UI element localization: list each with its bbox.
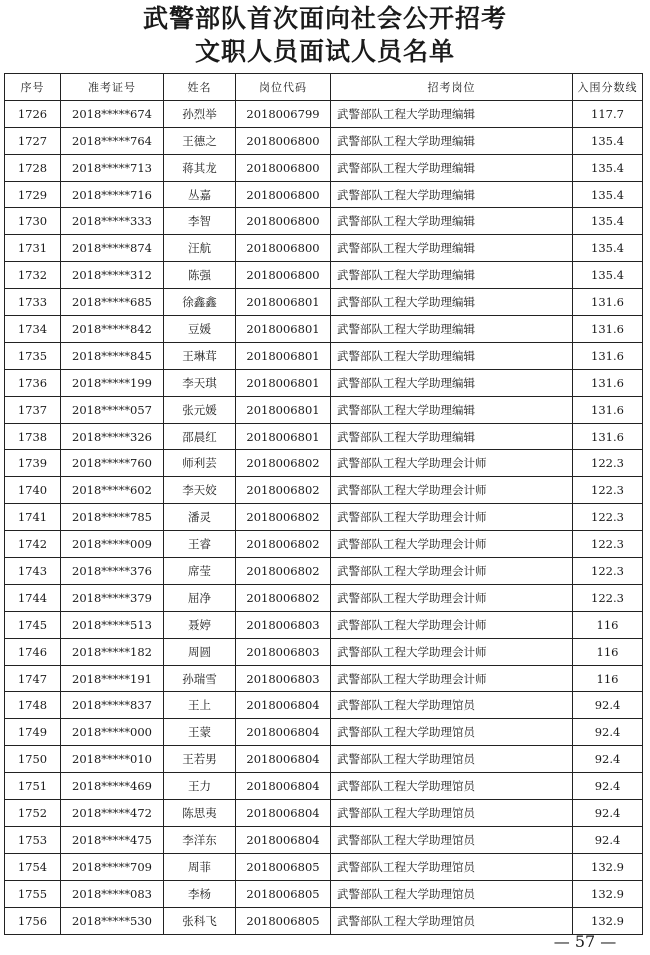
cell-seq: 1752 (5, 800, 61, 827)
cell-cutoff: 116 (573, 665, 643, 692)
cell-name: 徐鑫鑫 (164, 289, 236, 316)
table-row (5, 235, 643, 262)
cell-cutoff: 122.3 (573, 558, 643, 585)
cell-cutoff: 92.4 (573, 773, 643, 800)
cell-cutoff: 135.4 (573, 181, 643, 208)
table-row (5, 369, 643, 396)
cell-ticket: 2018*****199 (61, 369, 164, 396)
cell-name: 张科飞 (164, 907, 236, 934)
cell-ticket: 2018*****842 (61, 316, 164, 343)
cell-seq: 1742 (5, 531, 61, 558)
cell-cutoff: 131.6 (573, 316, 643, 343)
cell-post: 武警部队工程大学助理会计师 (331, 584, 573, 611)
cell-name: 李洋东 (164, 826, 236, 853)
column-header-post-code: 岗位代码 (236, 74, 331, 101)
cell-ticket: 2018*****874 (61, 235, 164, 262)
cell-cutoff: 131.6 (573, 423, 643, 450)
cell-post: 武警部队工程大学助理会计师 (331, 638, 573, 665)
cell-cutoff: 131.6 (573, 369, 643, 396)
cell-seq: 1735 (5, 342, 61, 369)
cell-post: 武警部队工程大学助理编辑 (331, 289, 573, 316)
cell-seq: 1748 (5, 692, 61, 719)
cell-post-code: 2018006800 (236, 235, 331, 262)
cell-post-code: 2018006801 (236, 369, 331, 396)
cell-post-code: 2018006802 (236, 504, 331, 531)
cell-post: 武警部队工程大学助理编辑 (331, 235, 573, 262)
cell-post: 武警部队工程大学助理馆员 (331, 746, 573, 773)
table-row (5, 746, 643, 773)
cell-name: 屈净 (164, 584, 236, 611)
cell-ticket: 2018*****785 (61, 504, 164, 531)
cell-post: 武警部队工程大学助理编辑 (331, 396, 573, 423)
cell-post-code: 2018006804 (236, 692, 331, 719)
cell-cutoff: 132.9 (573, 880, 643, 907)
cell-ticket: 2018*****182 (61, 638, 164, 665)
cell-cutoff: 135.4 (573, 235, 643, 262)
column-header-seq: 序号 (5, 74, 61, 101)
cell-post: 武警部队工程大学助理馆员 (331, 907, 573, 934)
cell-ticket: 2018*****845 (61, 342, 164, 369)
cell-post-code: 2018006805 (236, 907, 331, 934)
cell-name: 张元媛 (164, 396, 236, 423)
table-row (5, 423, 643, 450)
cell-post-code: 2018006804 (236, 746, 331, 773)
cell-post-code: 2018006805 (236, 853, 331, 880)
cell-ticket: 2018*****000 (61, 719, 164, 746)
cell-seq: 1737 (5, 396, 61, 423)
cell-post: 武警部队工程大学助理馆员 (331, 880, 573, 907)
cell-name: 李天琪 (164, 369, 236, 396)
table-row (5, 880, 643, 907)
cell-ticket: 2018*****713 (61, 154, 164, 181)
cell-post-code: 2018006801 (236, 316, 331, 343)
cell-name: 王德之 (164, 127, 236, 154)
cell-post: 武警部队工程大学助理编辑 (331, 369, 573, 396)
table-row (5, 181, 643, 208)
table-row (5, 396, 643, 423)
cell-cutoff: 92.4 (573, 826, 643, 853)
cell-cutoff: 122.3 (573, 504, 643, 531)
cell-name: 陈强 (164, 262, 236, 289)
cell-name: 王琳茸 (164, 342, 236, 369)
table-header-row (5, 74, 643, 101)
cell-post-code: 2018006802 (236, 584, 331, 611)
cell-seq: 1728 (5, 154, 61, 181)
document-title-line1: 武警部队首次面向社会公开招考 (142, 4, 507, 33)
table-row (5, 342, 643, 369)
cell-post: 武警部队工程大学助理馆员 (331, 853, 573, 880)
cell-seq: 1753 (5, 826, 61, 853)
cell-seq: 1732 (5, 262, 61, 289)
cell-name: 李智 (164, 208, 236, 235)
cell-seq: 1741 (5, 504, 61, 531)
cell-name: 王蒙 (164, 719, 236, 746)
cell-name: 王睿 (164, 531, 236, 558)
cell-name: 李天姣 (164, 477, 236, 504)
column-header-cutoff: 入围分数线 (573, 74, 643, 101)
cell-seq: 1747 (5, 665, 61, 692)
cell-post: 武警部队工程大学助理馆员 (331, 800, 573, 827)
cell-name: 李杨 (164, 880, 236, 907)
cell-cutoff: 131.6 (573, 342, 643, 369)
cell-post-code: 2018006800 (236, 262, 331, 289)
table-row (5, 665, 643, 692)
cell-name: 孙烈举 (164, 100, 236, 127)
cell-seq: 1734 (5, 316, 61, 343)
cell-seq: 1751 (5, 773, 61, 800)
cell-post-code: 2018006800 (236, 154, 331, 181)
cell-seq: 1730 (5, 208, 61, 235)
cell-name: 汪航 (164, 235, 236, 262)
cell-seq: 1749 (5, 719, 61, 746)
cell-seq: 1736 (5, 369, 61, 396)
cell-post-code: 2018006799 (236, 100, 331, 127)
cell-seq: 1740 (5, 477, 61, 504)
cell-cutoff: 117.7 (573, 100, 643, 127)
cell-cutoff: 132.9 (573, 907, 643, 934)
table-row (5, 100, 643, 127)
cell-cutoff: 122.3 (573, 477, 643, 504)
cell-post-code: 2018006801 (236, 342, 331, 369)
cell-post: 武警部队工程大学助理编辑 (331, 127, 573, 154)
cell-ticket: 2018*****009 (61, 531, 164, 558)
cell-post-code: 2018006802 (236, 558, 331, 585)
cell-post: 武警部队工程大学助理会计师 (331, 477, 573, 504)
cell-ticket: 2018*****760 (61, 450, 164, 477)
cell-ticket: 2018*****530 (61, 907, 164, 934)
table-row (5, 127, 643, 154)
table-row (5, 504, 643, 531)
cell-cutoff: 135.4 (573, 154, 643, 181)
cell-name: 王力 (164, 773, 236, 800)
cell-cutoff: 92.4 (573, 800, 643, 827)
cell-post: 武警部队工程大学助理馆员 (331, 692, 573, 719)
cell-seq: 1756 (5, 907, 61, 934)
candidate-table (4, 73, 643, 935)
cell-name: 席莹 (164, 558, 236, 585)
cell-seq: 1727 (5, 127, 61, 154)
cell-name: 王若男 (164, 746, 236, 773)
cell-post: 武警部队工程大学助理编辑 (331, 181, 573, 208)
cell-ticket: 2018*****674 (61, 100, 164, 127)
cell-cutoff: 135.4 (573, 208, 643, 235)
table-row (5, 154, 643, 181)
cell-ticket: 2018*****469 (61, 773, 164, 800)
cell-post: 武警部队工程大学助理编辑 (331, 316, 573, 343)
cell-post-code: 2018006802 (236, 531, 331, 558)
cell-ticket: 2018*****057 (61, 396, 164, 423)
cell-post-code: 2018006801 (236, 396, 331, 423)
cell-name: 丛嘉 (164, 181, 236, 208)
cell-seq: 1744 (5, 584, 61, 611)
cell-cutoff: 92.4 (573, 719, 643, 746)
cell-ticket: 2018*****685 (61, 289, 164, 316)
cell-ticket: 2018*****010 (61, 746, 164, 773)
cell-ticket: 2018*****837 (61, 692, 164, 719)
column-header-ticket: 准考证号 (61, 74, 164, 101)
table-row (5, 584, 643, 611)
table-row (5, 558, 643, 585)
cell-post-code: 2018006803 (236, 611, 331, 638)
table-row (5, 289, 643, 316)
table-row (5, 208, 643, 235)
cell-post: 武警部队工程大学助理编辑 (331, 100, 573, 127)
cell-post: 武警部队工程大学助理编辑 (331, 423, 573, 450)
cell-seq: 1755 (5, 880, 61, 907)
cell-cutoff: 122.3 (573, 531, 643, 558)
cell-ticket: 2018*****376 (61, 558, 164, 585)
cell-post: 武警部队工程大学助理馆员 (331, 719, 573, 746)
table-row (5, 826, 643, 853)
cell-post: 武警部队工程大学助理会计师 (331, 531, 573, 558)
cell-seq: 1746 (5, 638, 61, 665)
cell-cutoff: 131.6 (573, 289, 643, 316)
cell-ticket: 2018*****475 (61, 826, 164, 853)
table-row (5, 477, 643, 504)
cell-post-code: 2018006802 (236, 477, 331, 504)
cell-post-code: 2018006802 (236, 450, 331, 477)
cell-ticket: 2018*****472 (61, 800, 164, 827)
cell-ticket: 2018*****716 (61, 181, 164, 208)
cell-cutoff: 92.4 (573, 692, 643, 719)
page-number: — 57 — (553, 932, 617, 951)
table-row (5, 773, 643, 800)
cell-ticket: 2018*****709 (61, 853, 164, 880)
cell-seq: 1738 (5, 423, 61, 450)
cell-cutoff: 116 (573, 638, 643, 665)
table-row (5, 262, 643, 289)
cell-name: 周菲 (164, 853, 236, 880)
cell-post-code: 2018006804 (236, 773, 331, 800)
cell-post-code: 2018006804 (236, 719, 331, 746)
cell-post-code: 2018006800 (236, 208, 331, 235)
cell-ticket: 2018*****083 (61, 880, 164, 907)
cell-cutoff: 92.4 (573, 746, 643, 773)
cell-seq: 1739 (5, 450, 61, 477)
cell-seq: 1750 (5, 746, 61, 773)
cell-name: 孙瑞雪 (164, 665, 236, 692)
cell-name: 师利芸 (164, 450, 236, 477)
cell-seq: 1731 (5, 235, 61, 262)
cell-cutoff: 131.6 (573, 396, 643, 423)
cell-ticket: 2018*****513 (61, 611, 164, 638)
cell-post: 武警部队工程大学助理编辑 (331, 262, 573, 289)
cell-ticket: 2018*****379 (61, 584, 164, 611)
cell-ticket: 2018*****326 (61, 423, 164, 450)
cell-ticket: 2018*****764 (61, 127, 164, 154)
cell-ticket: 2018*****333 (61, 208, 164, 235)
cell-ticket: 2018*****312 (61, 262, 164, 289)
cell-post: 武警部队工程大学助理会计师 (331, 450, 573, 477)
cell-cutoff: 135.4 (573, 127, 643, 154)
cell-post: 武警部队工程大学助理会计师 (331, 665, 573, 692)
table-row (5, 719, 643, 746)
cell-seq: 1733 (5, 289, 61, 316)
cell-post-code: 2018006804 (236, 800, 331, 827)
table-row (5, 638, 643, 665)
cell-post-code: 2018006803 (236, 638, 331, 665)
cell-name: 豆媛 (164, 316, 236, 343)
cell-seq: 1729 (5, 181, 61, 208)
cell-post: 武警部队工程大学助理会计师 (331, 504, 573, 531)
cell-post: 武警部队工程大学助理会计师 (331, 558, 573, 585)
table-row (5, 611, 643, 638)
cell-ticket: 2018*****602 (61, 477, 164, 504)
cell-cutoff: 116 (573, 611, 643, 638)
cell-cutoff: 132.9 (573, 853, 643, 880)
table-body (5, 100, 643, 934)
cell-post: 武警部队工程大学助理编辑 (331, 342, 573, 369)
cell-post-code: 2018006804 (236, 826, 331, 853)
cell-name: 王上 (164, 692, 236, 719)
cell-post: 武警部队工程大学助理会计师 (331, 611, 573, 638)
table-row (5, 800, 643, 827)
cell-post-code: 2018006800 (236, 181, 331, 208)
cell-seq: 1743 (5, 558, 61, 585)
cell-name: 蒋其龙 (164, 154, 236, 181)
table-row (5, 531, 643, 558)
cell-post-code: 2018006805 (236, 880, 331, 907)
cell-seq: 1745 (5, 611, 61, 638)
cell-post: 武警部队工程大学助理馆员 (331, 773, 573, 800)
table-row (5, 450, 643, 477)
column-header-name: 姓名 (164, 74, 236, 101)
cell-name: 邵晨红 (164, 423, 236, 450)
table-row (5, 907, 643, 934)
cell-cutoff: 122.3 (573, 450, 643, 477)
cell-name: 潘灵 (164, 504, 236, 531)
cell-cutoff: 135.4 (573, 262, 643, 289)
cell-cutoff: 122.3 (573, 584, 643, 611)
cell-name: 陈思夷 (164, 800, 236, 827)
cell-name: 周圆 (164, 638, 236, 665)
cell-name: 聂婷 (164, 611, 236, 638)
cell-post: 武警部队工程大学助理编辑 (331, 154, 573, 181)
document-title-line2: 文职人员面试人员名单 (194, 37, 455, 66)
cell-post-code: 2018006801 (236, 423, 331, 450)
cell-post-code: 2018006803 (236, 665, 331, 692)
table-row (5, 316, 643, 343)
cell-post: 武警部队工程大学助理馆员 (331, 826, 573, 853)
cell-post-code: 2018006801 (236, 289, 331, 316)
column-header-post: 招考岗位 (331, 74, 573, 101)
cell-post: 武警部队工程大学助理编辑 (331, 208, 573, 235)
cell-post-code: 2018006800 (236, 127, 331, 154)
table-row (5, 853, 643, 880)
table-row (5, 692, 643, 719)
cell-seq: 1726 (5, 100, 61, 127)
cell-ticket: 2018*****191 (61, 665, 164, 692)
cell-seq: 1754 (5, 853, 61, 880)
